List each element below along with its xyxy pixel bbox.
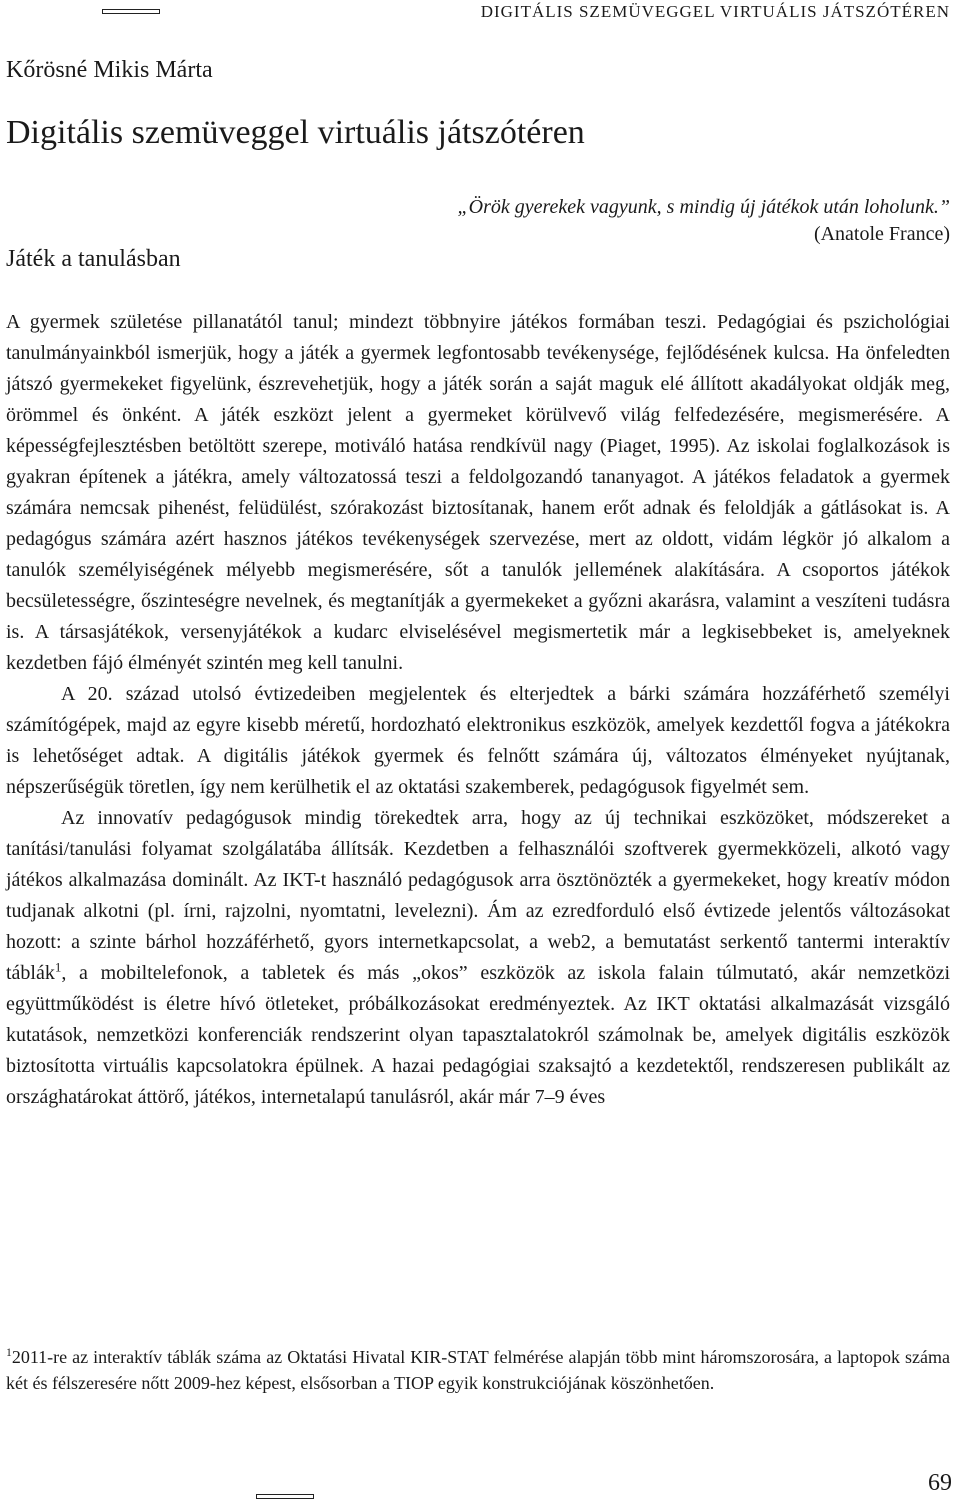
- footnote-text: 2011-re az interaktív táblák száma az Oktatási Hivatal KIR-STAT felmérése alapján több mint háromszorosára, a laptopok száma két és félszeresére nőtt 2009-hez képest, elsősorban a TIOP egyik konstrukciójának köszönhetően.: [6, 1347, 950, 1393]
- footer-rule: [256, 1494, 314, 1499]
- epigraph-attribution: (Anatole France): [813, 223, 950, 245]
- footnote-mark: 1: [6, 1346, 12, 1359]
- running-header: DIGITÁLIS SZEMÜVEGGEL VIRTUÁLIS JÁTSZÓTÉREN: [480, 2, 950, 21]
- footnote: [6, 1344, 950, 1396]
- page-number: 69: [928, 1470, 952, 1496]
- paragraph: A gyermek születése pillanatától tanul; mindezt többnyire játékos formában teszi. Pedagógiai és pszichológiai tanulmányainkból ismerjük, hogy a játék a gyermek legfontosabb tevékenysége, fejlődésének kulcsa. Ha önfeledten játszó gyermekeket figyelünk, észrevehetjük, hogy a játék során a saját maguk elé állított akadályokat oldják meg, örömmel és önként. A játék eszközt jelent a gyermeket körülvevő világ felfedezésére, megismerésére. A képességfejlesztésben betöltött szerepe, motiváló hatása rendkívül nagy (Piaget, 1995). Az iskolai foglalkozások is gyakran építenek a játékra, amely változatossá teszi a feldolgozandó tananyagot. A játékos feladatok a gyermek számára nemcsak pihenést, felüdülést, szórakozást biztosítanak, hanem erőt adnak és feloldják a gátlásokat is. A pedagógus számára azért hasznos játékos tevékenységek szervezése, mert az oldott, vidám légkör jó alkalom a tanulók személyiségének mélyebb megismerésére, sőt a tanulók jellemének alakítására. A csoportos játékok becsületességre, őszinteségre nevelnek, és megtanítják a gyermekeket a győzni akarásra, valamint a veszíteni tudásra is. A társasjátékok, versenyjátékok a kudarc elviselésével megismertetik már a legkisebbeket is, amelyeknek kezdetben fájó élményét szintén meg kell tanulni.: [6, 311, 950, 674]
- body-text: [6, 307, 950, 1113]
- footnote-reference: 1: [54, 959, 62, 975]
- epigraph: [458, 194, 950, 248]
- paragraph-text: , a mobiltelefonok, a tabletek és más „okos” eszközök az iskola falain túlmutató, akár nemzetközi együttműködést is életre hívó ötleteket, próbálkozásokat eredményeztek. Az IKT oktatási alkalmazását vizsgáló kutatások, nemzetközi konferenciák rendszerint olyan tapasztalatokról számolnak be, amelyek digitális eszközök biztosította virtuális kapcsolatokra épülnek. A hazai pedagógiai szaksajtó a kezdetektől, rendszeresen publikált az országhatárokat áttörő, játékos, internetalapú tanulásról, akár már 7–9 éves: [6, 962, 950, 1108]
- author-name: Kőrösné Mikis Márta: [6, 57, 213, 83]
- footnotes: [6, 1344, 950, 1396]
- header-rule: [102, 9, 160, 14]
- paragraph: A 20. század utolsó évtizedeiben megjelentek és elterjedtek a bárki számára hozzáférhető személyi számítógépek, majd az egyre kisebb méretű, hordozható elektronikus eszközök, amelyek kezdettől fogva a játékokra is lehetőséget adtak. A digitális játékok gyermek és felnőtt számára új, változatos élményeket nyújtanak, népszerűségük töretlen, így nem kerülhetik el az oktatási szakemberek, pedagógusok figyelmét sem.: [6, 683, 950, 798]
- section-heading: Játék a tanulásban: [6, 246, 181, 272]
- epigraph-quote: „Örök gyerekek vagyunk, s mindig új játékok után loholunk.”: [457, 196, 950, 218]
- paragraph: [6, 803, 950, 1113]
- article-title: Digitális szemüveggel virtuális játszótéren: [6, 114, 585, 151]
- paragraph-text: Az innovatív pedagógusok mindig törekedtek arra, hogy az új technikai eszközöket, módszereket a tanítási/tanulási folyamat szolgálatába állítsák. Kezdetben a felhasználói szoftverek gyermekközeli, alkotó vagy játékos alkalmazása dominált. Az IKT-t használó pedagógusok arra ösztönözték a gyermekeket, hogy kreatív módon tudjanak alkotni (pl. írni, rajzolni, nyomtatni, levelezni). Ám az ezredforduló első évtizede jelentős változásokat hozott: a szinte bárhol hozzáférhető, gyors internetkapcsolat, a web2, a bemutatást serkentő tantermi interaktív táblák: [6, 807, 950, 984]
